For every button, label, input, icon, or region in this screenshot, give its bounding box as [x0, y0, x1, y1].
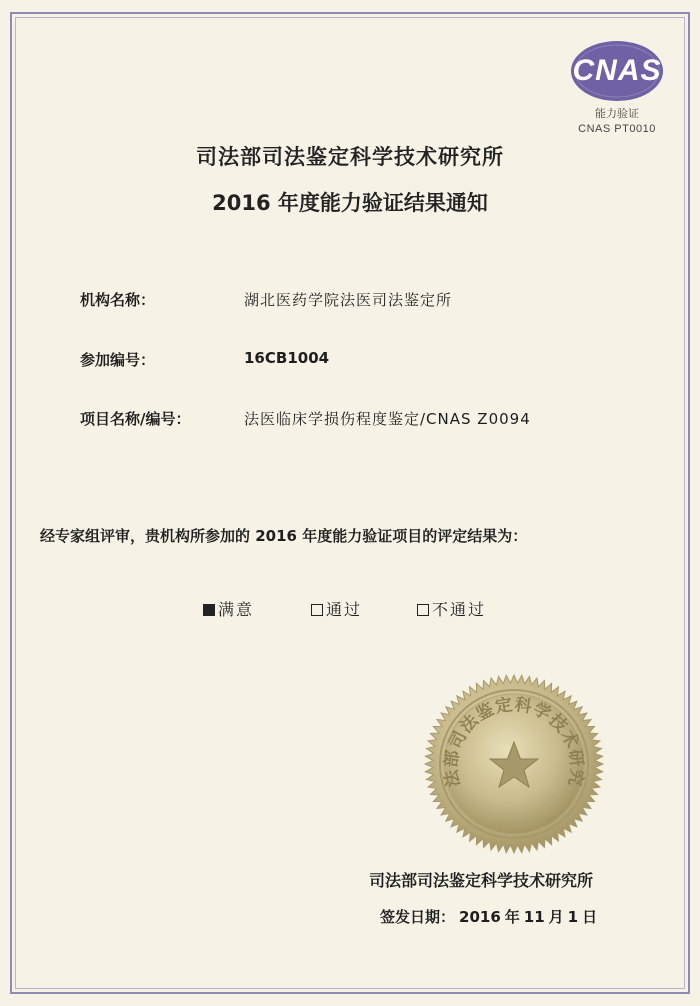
cnas-code: CNAS PT0010	[578, 123, 656, 135]
cnas-logo	[570, 40, 664, 102]
date-day-unit: 日	[582, 908, 598, 926]
page-subtitle: 2016 年度能力验证结果通知	[212, 191, 488, 215]
date-day: 1	[567, 908, 579, 926]
field-label: 项目名称/编号：	[80, 410, 191, 428]
option-fail	[417, 597, 486, 620]
field-value: 16CB1004	[244, 349, 330, 367]
date-year-unit: 年	[504, 908, 520, 926]
checkbox-icon	[417, 604, 429, 616]
checkbox-icon	[311, 604, 323, 616]
field-value: 法医临床学损伤程度鉴定/CNAS Z0094	[244, 410, 531, 428]
seal-text: 法部司法鉴定科学技术研究	[441, 694, 587, 789]
cnas-logo-text: CNAS	[572, 54, 662, 87]
option-label: 通过	[326, 600, 363, 619]
field-value: 湖北医药学院法医司法鉴定所	[244, 291, 453, 309]
option-label: 不通过	[432, 600, 487, 619]
option-pass	[311, 597, 362, 620]
option-label: 满意	[218, 600, 255, 619]
page-title: 司法部司法鉴定科学技术研究所	[196, 145, 504, 169]
issue-date	[380, 906, 601, 927]
checked-box-icon	[203, 604, 215, 616]
option-satisfactory	[203, 597, 254, 620]
official-seal	[424, 674, 604, 858]
field-label: 机构名称：	[80, 291, 156, 309]
date-year: 2016	[459, 908, 501, 926]
date-month: 11	[523, 908, 545, 926]
cnas-mark	[568, 40, 666, 135]
date-month-unit: 月	[548, 908, 564, 926]
field-label: 参加编号：	[80, 351, 156, 369]
issuer-name: 司法部司法鉴定科学技术研究所	[369, 871, 594, 890]
cnas-caption: 能力验证	[595, 107, 639, 120]
result-statement: 经专家组评审，贵机构所参加的 2016 年度能力验证项目的评定结果为：	[40, 527, 528, 545]
seal-icon	[424, 674, 604, 854]
date-label: 签发日期：	[380, 908, 456, 926]
